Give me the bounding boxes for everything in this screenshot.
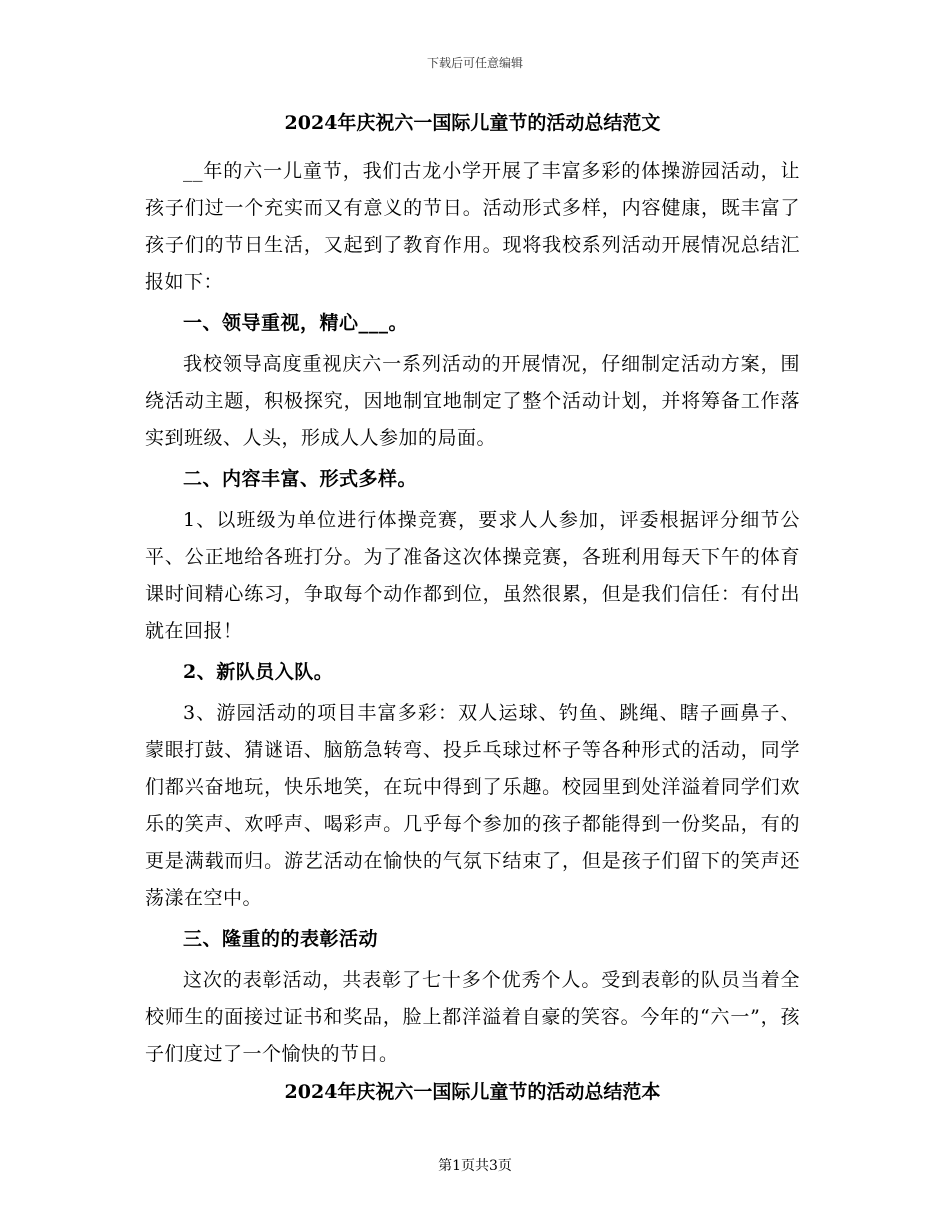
paragraph-garden-activities: 3、游园活动的项目丰富多彩：双人运球、钓鱼、跳绳、瞎子画鼻子、蒙眼打鼓、猜谜语、脑筋急转弯、投乒乓球过杯子等各种形式的活动，同学们都兴奋地玩，快乐地笑，在玩中得到了乐趣。校园里到处洋溢着同学们欢乐的笑声、欢呼声、喝彩声。几乎每个参加的孩子都能得到一份奖品，有的更是满载而归。游艺活动在愉快的气氛下结束了，但是孩子们留下的笑声还荡漾在空中。: [145, 701, 800, 909]
page-footer: 第1页共3页: [438, 1158, 512, 1174]
document-page: [145, 110, 800, 1121]
section-heading-2: 二、内容丰富、形式多样。: [183, 467, 418, 490]
document-title-2: 2024年庆祝六一国际儿童节的活动总结范本: [284, 1080, 661, 1103]
paragraph-leadership: 我校领导高度重视庆六一系列活动的开展情况，仔细制定活动方案，围绕活动主题，积极探究，因地制宜地制定了整个活动计划，并将筹备工作落实到班级、人头，形成人人参加的局面。: [145, 352, 800, 449]
subheading-new-members: 2、新队员入队。: [183, 660, 334, 683]
header-note: 下载后可任意编辑: [426, 56, 523, 70]
paragraph-awards: 这次的表彰活动，共表彰了七十多个优秀个人。受到表彰的队员当着全校师生的面接过证书和奖品，脸上都洋溢着自豪的笑容。今年的“六一”，孩子们度过了一个愉快的节日。: [145, 968, 800, 1065]
paragraph-intro: __年的六一儿童节，我们古龙小学开展了丰富多彩的体操游园活动，让孩子们过一个充实而又有意义的节日。活动形式多样，内容健康，既丰富了孩子们的节日生活，又起到了教育作用。现将我校系列活动开展情况总结汇报如下：: [145, 159, 800, 293]
section-heading-3: 三、隆重的的表彰活动: [183, 927, 379, 950]
section-heading-1: 一、领导重视，精心___。: [183, 311, 409, 334]
document-title: 2024年庆祝六一国际儿童节的活动总结范文: [284, 112, 661, 134]
paragraph-gymnastics: 1、以班级为单位进行体操竞赛，要求人人参加，评委根据评分细节公平、公正地给各班打分。为了准备这次体操竞赛，各班利用每天下午的体育课时间精心练习，争取每个动作都到位，虽然很累，但是我们信任：有付出就在回报！: [145, 508, 800, 642]
